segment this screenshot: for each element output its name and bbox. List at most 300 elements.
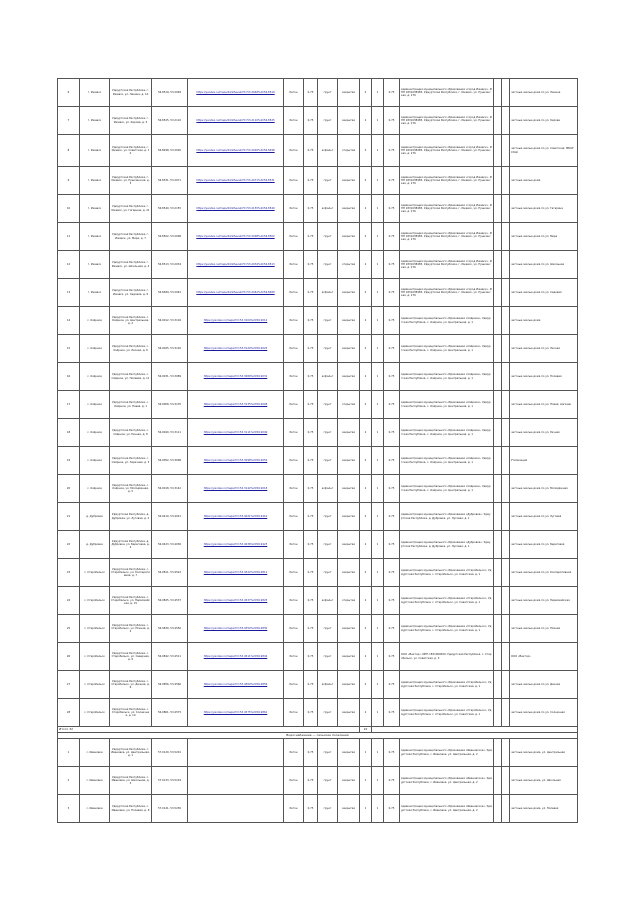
waste-source-cell: ООО «Вектор» — [510, 643, 578, 671]
photo-link-cell[interactable]: https://yandex.ru/maps/?ll=53.3089%2C56.9031 — [188, 363, 284, 391]
photo-link-cell[interactable]: https://yandex.ru/maps/44/izhevsk/?ll=53.2048%2C56.8519 — [188, 79, 284, 107]
waste-source-cell: частные жилые дома по ул. Гагарина — [510, 195, 578, 223]
volume-cell: 0,75 — [304, 447, 318, 475]
empty-cell-a — [494, 559, 502, 587]
address-cell: Удмуртская Республика, с. Озёрное, ул. Лесная, д. 6 — [110, 335, 152, 363]
address-cell: Удмуртская Республика, д. Дубровка, ул. Береговая, д. 4 — [110, 531, 152, 559]
volume-cell: 0,75 — [304, 615, 318, 643]
cover-cell: асфальт — [318, 195, 338, 223]
coordinates-cell: 56.9040, 53.3111 — [152, 419, 188, 447]
surface-type-cell: бетон — [284, 79, 304, 107]
surface-type-cell: бетон — [284, 795, 304, 823]
address-cell: Удмуртская Республика, г. Ижевск, ул. Ленина, д. 10 — [110, 79, 152, 107]
volume-cell: 0,75 — [304, 251, 318, 279]
container-count2-cell: 1 — [372, 335, 384, 363]
register-table-wrap — [57, 78, 577, 823]
coordinates-cell: 56.9856, 53.4560 — [152, 671, 188, 699]
settlement-cell: с. Ивановка — [80, 739, 110, 767]
container-count-cell: 2 — [360, 699, 372, 727]
volume-cell: 0,75 — [304, 795, 318, 823]
container-count-cell: 2 — [360, 195, 372, 223]
row-number-cell: 2 — [58, 767, 80, 795]
container-count-cell: 2 — [360, 79, 372, 107]
waste-source-cell: частные жилые дома по ул. Советская; МБОУ СОШ — [510, 135, 578, 167]
table-row — [58, 307, 578, 335]
volume-cell: 0,75 — [304, 503, 318, 531]
empty-cell-b — [502, 195, 510, 223]
photo-link-cell[interactable]: https://yandex.ru/maps/?ll=53.4036%2C56.9423 — [188, 531, 284, 559]
empty-cell-a — [494, 503, 502, 531]
container-count2-cell: 1 — [372, 503, 384, 531]
empty-cell-b — [502, 699, 510, 727]
table-row — [58, 167, 578, 195]
volume-cell: 0,75 — [304, 419, 318, 447]
organization-cell: Администрация муниципального образования «Озёрное», Удмуртская Республика, с. Озёрное, ул. Центральная, д. 1 — [400, 475, 494, 503]
empty-cell-a — [494, 79, 502, 107]
container-count2-cell: 1 — [372, 699, 384, 727]
photo-link-cell[interactable]: https://yandex.ru/maps/?ll=53.4575%2C56.9861 — [188, 699, 284, 727]
address-cell: Удмуртская Республика, с. Озёрное, ул. Речная, д. 8 — [110, 419, 152, 447]
organization-cell: Администрация муниципального образования «город Ижевск», ИНН 1831038485, Удмуртская Республика, г. Ижевск, ул. Пушкинская, д. 276 — [400, 279, 494, 307]
organization-cell: Администрация муниципального образования «Старобельск», Удмуртская Республика, с. Старобельск, ул. Советская, д. 1 — [400, 615, 494, 643]
empty-cell-b — [502, 615, 510, 643]
coordinates-cell: 56.8540, 53.2155 — [152, 195, 188, 223]
container-count-cell: 2 — [360, 223, 372, 251]
table-row — [58, 643, 578, 671]
row-number-cell: 9 — [58, 167, 80, 195]
area-cell: 0,75 — [384, 167, 400, 195]
waste-source-cell: частные жилые дома по ул. Мира — [510, 223, 578, 251]
surface-type-cell: бетон — [284, 739, 304, 767]
table-row — [58, 699, 578, 727]
table-row — [58, 363, 578, 391]
cover-cell: грунт — [318, 79, 338, 107]
container-count2-cell: 1 — [372, 195, 384, 223]
row-number-cell: 1 — [58, 739, 80, 767]
container-count2-cell: 1 — [372, 167, 384, 195]
site-kind-cell: закрытая — [338, 363, 360, 391]
empty-cell-b — [502, 279, 510, 307]
container-count2-cell: 1 — [372, 447, 384, 475]
organization-cell: Администрация муниципального образования «Озёрное», Удмуртская Республика, с. Озёрное, ул. Центральная, д. 1 — [400, 447, 494, 475]
surface-type-cell: бетон — [284, 699, 304, 727]
address-cell: Удмуртская Республика, с. Ивановка, ул. Полевая, д. 8 — [110, 795, 152, 823]
area-cell: 0,75 — [384, 419, 400, 447]
photo-link-cell[interactable]: https://yandex.ru/maps/?ll=53.4511%2C56.9842 — [188, 643, 284, 671]
row-number-cell: 11 — [58, 223, 80, 251]
settlement-cell: г. Ижевск — [80, 279, 110, 307]
cover-cell: грунт — [318, 391, 338, 419]
surface-type-cell: бетон — [284, 475, 304, 503]
organization-cell: Администрация муниципального образования «Старобельск», Удмуртская Республика, с. Старобельск, ул. Советская, д. 1 — [400, 671, 494, 699]
settlement-cell: с. Старобельск — [80, 671, 110, 699]
cover-cell: грунт — [318, 559, 338, 587]
settlement-cell: г. Ижевск — [80, 79, 110, 107]
container-count2-cell: 1 — [372, 363, 384, 391]
organization-cell: Администрация муниципального образования «Озёрное», Удмуртская Республика, с. Озёрное, ул. Центральная, д. 1 — [400, 307, 494, 335]
settlement-cell: с. Старобельск — [80, 615, 110, 643]
site-kind-cell: открытая — [338, 135, 360, 167]
row-number-cell: 22 — [58, 531, 80, 559]
site-kind-cell: закрытая — [338, 795, 360, 823]
coordinates-cell: 56.9018, 53.3142 — [152, 475, 188, 503]
photo-link-cell[interactable]: https://yandex.ru/maps/?ll=53.3135%2C56.9008 — [188, 391, 284, 419]
volume-cell: 0,75 — [304, 643, 318, 671]
row-number-cell: 21 — [58, 503, 80, 531]
empty-cell-b — [502, 767, 510, 795]
table-row — [58, 335, 578, 363]
volume-cell: 0,75 — [304, 223, 318, 251]
coordinates-cell: 56.8502, 53.2098 — [152, 223, 188, 251]
row-number-cell: 28 — [58, 699, 80, 727]
table-row — [58, 391, 578, 419]
surface-type-cell: бетон — [284, 335, 304, 363]
volume-cell: 0,75 — [304, 767, 318, 795]
photo-link-cell[interactable]: https://yandex.ru/maps/?ll=53.3142%2C56.9018 — [188, 475, 284, 503]
empty-cell-b — [502, 391, 510, 419]
empty-cell-b — [502, 643, 510, 671]
row-number-cell: 19 — [58, 447, 80, 475]
cover-cell: грунт — [318, 503, 338, 531]
surface-type-cell: бетон — [284, 419, 304, 447]
surface-type-cell: бетон — [284, 195, 304, 223]
site-kind-cell: закрытая — [338, 79, 360, 107]
surface-type-cell: бетон — [284, 167, 304, 195]
waste-source-cell: частные жилые дома по ул. Речная — [510, 419, 578, 447]
address-cell: Удмуртская Республика, д. Дубровка, ул. Луговая, д. 2 — [110, 503, 152, 531]
container-count2-cell: 1 — [372, 795, 384, 823]
waste-source-cell: частные жилые дома по ул. Садовая — [510, 279, 578, 307]
photo-link-cell[interactable]: https://yandex.ru/maps/?ll=53.4550%2C56.9830 — [188, 615, 284, 643]
organization-cell: ООО «Вектор», ИНН 1831000000, Удмуртская Республика, с. Старобельск, ул. Советская, д. 3 — [400, 643, 494, 671]
cover-cell: грунт — [318, 447, 338, 475]
organization-cell: Администрация муниципального образования «Ивановское», Удмуртская Республика, с. Ивановка, ул. Центральная, д. 2 — [400, 795, 494, 823]
volume-cell: 0,75 — [304, 195, 318, 223]
empty-cell-b — [502, 135, 510, 167]
empty-cell-b — [502, 223, 510, 251]
organization-cell: Администрация муниципального образования «Дубровка», Удмуртская Республика, д. Дубровка, ул. Луговая, д. 1 — [400, 531, 494, 559]
coordinates-cell: 56.9012, 53.3104 — [152, 307, 188, 335]
section-header: Водоснабжение — сельские поселения — [58, 733, 578, 739]
container-count2-cell: 1 — [372, 251, 384, 279]
coordinates-cell: 56.9031, 53.3089 — [152, 363, 188, 391]
table-row — [58, 615, 578, 643]
address-cell: Удмуртская Республика, г. Ижевск, ул. Советская, д. 12 — [110, 135, 152, 167]
empty-cell-b — [502, 335, 510, 363]
surface-type-cell: бетон — [284, 559, 304, 587]
address-cell: Удмуртская Республика, с. Ивановка, ул. Центральная, д. 1 — [110, 739, 152, 767]
address-cell: Удмуртская Республика, с. Ивановка, ул. Школьная, д. 3 — [110, 767, 152, 795]
photo-link-cell[interactable]: https://yandex.ru/maps/?ll=53.3098%2C56.9052 — [188, 447, 284, 475]
cover-cell: грунт — [318, 643, 338, 671]
empty-cell-a — [494, 363, 502, 391]
coordinates-cell: 56.8513, 53.2034 — [152, 251, 188, 279]
settlement-cell: с. Старобельск — [80, 643, 110, 671]
coordinates-cell: 56.8531, 53.2071 — [152, 167, 188, 195]
waste-source-cell: частные жилые дома по ул. Первомайская — [510, 587, 578, 615]
settlement-cell: с. Озёрное — [80, 335, 110, 363]
volume-cell: 0,75 — [304, 671, 318, 699]
container-count-cell: 2 — [360, 335, 372, 363]
row-number-cell: 16 — [58, 363, 80, 391]
address-cell: Удмуртская Республика, с. Озёрное, ул. Центральная, д. 2 — [110, 307, 152, 335]
surface-type-cell: бетон — [284, 615, 304, 643]
subtotal-label: Итого 32 — [58, 727, 360, 733]
organization-cell: Администрация муниципального образования «Ивановское», Удмуртская Республика, с. Ивановка, ул. Центральная, д. 2 — [400, 767, 494, 795]
settlement-cell: г. Ижевск — [80, 135, 110, 167]
cover-cell: грунт — [318, 419, 338, 447]
coordinates-cell: 57.0133, 53.5219 — [152, 767, 188, 795]
container-count2-cell: 1 — [372, 419, 384, 447]
organization-cell: Администрация муниципального образования «город Ижевск», ИНН 1831038485, Удмуртская Республика, г. Ижевск, ул. Пушкинская, д. 276 — [400, 195, 494, 223]
surface-type-cell: бетон — [284, 391, 304, 419]
container-count-cell: 3 — [360, 135, 372, 167]
empty-cell-b — [502, 475, 510, 503]
photo-link-cell[interactable]: https://yandex.ru/maps/?ll=53.3104%2C56.9012 — [188, 307, 284, 335]
surface-type-cell: бетон — [284, 447, 304, 475]
empty-cell-b — [502, 251, 510, 279]
site-kind-cell: закрытая — [338, 167, 360, 195]
site-kind-cell: закрытая — [338, 335, 360, 363]
empty-cell-a — [494, 335, 502, 363]
photo-link-cell[interactable]: https://yandex.ru/maps/?ll=53.4522%2C56.9811 — [188, 559, 284, 587]
address-cell: Удмуртская Республика, с. Старобельск, ул. Солнечная, д. 10 — [110, 699, 152, 727]
cover-cell: асфальт — [318, 135, 338, 167]
container-count2-cell: 1 — [372, 643, 384, 671]
container-count2-cell: 1 — [372, 615, 384, 643]
waste-source-cell: частные жилые дома по ул. Кооперативная — [510, 559, 578, 587]
table-row — [58, 475, 578, 503]
area-cell: 0,75 — [384, 447, 400, 475]
organization-cell: Администрация муниципального образования «город Ижевск», ИНН 1831038485, Удмуртская Республика, г. Ижевск, ул. Пушкинская, д. 276 — [400, 107, 494, 135]
container-count-cell: 2 — [360, 447, 372, 475]
container-count-cell: 1 — [360, 739, 372, 767]
table-row — [58, 587, 578, 615]
settlement-cell: г. Ижевск — [80, 223, 110, 251]
row-number-cell: 8 — [58, 135, 80, 167]
empty-cell-a — [494, 767, 502, 795]
volume-cell: 0,75 — [304, 135, 318, 167]
address-cell: Удмуртская Республика, г. Ижевск, ул. Школьная, д. 4 — [110, 251, 152, 279]
organization-cell: Администрация муниципального образования «Ивановское», Удмуртская Республика, с. Ивановка, ул. Центральная, д. 2 — [400, 739, 494, 767]
cover-cell: грунт — [318, 795, 338, 823]
waste-source-cell: частные жилые дома, ул. Школьная — [510, 767, 578, 795]
address-cell: Удмуртская Республика, с. Старобельск, ул. Южная, д. 2 — [110, 615, 152, 643]
cover-cell: грунт — [318, 739, 338, 767]
area-cell: 0,75 — [384, 587, 400, 615]
photo-link-cell[interactable]: https://yandex.ru/maps/44/izhevsk/?ll=53.2155%2C56.8540 — [188, 195, 284, 223]
settlement-cell: г. Ижевск — [80, 167, 110, 195]
photo-link-cell[interactable]: https://yandex.ru/maps/?ll=53.4021%2C56.9410 — [188, 503, 284, 531]
photo-link-cell[interactable]: https://yandex.ru/maps/?ll=53.3120%2C56.9025 — [188, 335, 284, 363]
photo-link-cell[interactable]: https://yandex.ru/maps/?ll=53.4537%2C56.9825 — [188, 587, 284, 615]
waste-source-cell: частные жилые дома — [510, 167, 578, 195]
site-kind-cell: закрытая — [338, 615, 360, 643]
address-cell: Удмуртская Республика, г. Ижевск, ул. Гагарина, д. 21 — [110, 195, 152, 223]
table-row — [58, 767, 578, 795]
site-kind-cell: открытая — [338, 587, 360, 615]
area-cell: 0,75 — [384, 391, 400, 419]
table-row — [58, 223, 578, 251]
photo-link-cell[interactable]: https://yandex.ru/maps/?ll=53.3111%2C56.9040 — [188, 419, 284, 447]
coordinates-cell: 56.9825, 53.4537 — [152, 587, 188, 615]
volume-cell: 0,75 — [304, 79, 318, 107]
empty-cell-a — [494, 475, 502, 503]
table-row — [58, 279, 578, 307]
cover-cell: грунт — [318, 251, 338, 279]
cover-cell: асфальт — [318, 279, 338, 307]
volume-cell: 0,75 — [304, 167, 318, 195]
site-kind-cell: закрытая — [338, 767, 360, 795]
volume-cell: 0,75 — [304, 107, 318, 135]
photo-link-cell[interactable]: https://yandex.ru/maps/44/izhevsk/?ll=53.2071%2C56.8531 — [188, 167, 284, 195]
photo-link-cell[interactable]: https://yandex.ru/maps/44/izhevsk/?ll=53.2110%2C56.8525 — [188, 107, 284, 135]
table-row — [58, 79, 578, 107]
container-count-cell: 2 — [360, 671, 372, 699]
empty-cell-a — [494, 643, 502, 671]
area-cell: 0,75 — [384, 739, 400, 767]
container-count2-cell: 1 — [372, 307, 384, 335]
surface-type-cell: бетон — [284, 503, 304, 531]
container-count-cell: 2 — [360, 475, 372, 503]
coordinates-cell: 56.8489, 53.2061 — [152, 279, 188, 307]
site-kind-cell: закрытая — [338, 475, 360, 503]
photo-link-cell[interactable]: https://yandex.ru/maps/44/izhevsk/?ll=53.2061%2C56.8489 — [188, 279, 284, 307]
table-row — [58, 671, 578, 699]
surface-type-cell: бетон — [284, 107, 304, 135]
area-cell: 0,75 — [384, 195, 400, 223]
photo-link-cell[interactable]: https://yandex.ru/maps/44/izhevsk/?ll=53.2034%2C56.8513 — [188, 251, 284, 279]
empty-cell-a — [494, 195, 502, 223]
container-count-cell: 2 — [360, 391, 372, 419]
table-row — [58, 447, 578, 475]
surface-type-cell: бетон — [284, 767, 304, 795]
container-count2-cell: 1 — [372, 559, 384, 587]
container-count2-cell: 1 — [372, 223, 384, 251]
row-number-cell: 10 — [58, 195, 80, 223]
site-kind-cell: закрытая — [338, 195, 360, 223]
address-cell: Удмуртская Республика, с. Озёрное, ул. Молодёжная, д. 5 — [110, 475, 152, 503]
waste-source-cell: частные жилые дома, ул. Центральная — [510, 739, 578, 767]
container-count2-cell: 1 — [372, 391, 384, 419]
empty-cell-a — [494, 447, 502, 475]
row-number-cell: 17 — [58, 391, 80, 419]
cover-cell: асфальт — [318, 475, 338, 503]
photo-link-cell[interactable]: https://yandex.ru/maps/44/izhevsk/?ll=53.2098%2C56.8502 — [188, 223, 284, 251]
photo-link-cell[interactable]: https://yandex.ru/maps/?ll=53.4560%2C56.9856 — [188, 671, 284, 699]
container-count2-cell: 1 — [372, 739, 384, 767]
organization-cell: Администрация муниципального образования «город Ижевск», ИНН 1831038485, Удмуртская Республика, г. Ижевск, ул. Пушкинская, д. 276 — [400, 167, 494, 195]
volume-cell: 0,75 — [304, 559, 318, 587]
area-cell: 0,75 — [384, 699, 400, 727]
area-cell: 0,75 — [384, 335, 400, 363]
table-row — [58, 135, 578, 167]
surface-type-cell: бетон — [284, 363, 304, 391]
empty-cell-a — [494, 251, 502, 279]
area-cell: 0,75 — [384, 503, 400, 531]
area-cell: 0,75 — [384, 307, 400, 335]
container-count-cell: 1 — [360, 795, 372, 823]
organization-cell: Администрация муниципального образования «Озёрное», Удмуртская Республика, с. Озёрное, ул. Центральная, д. 1 — [400, 335, 494, 363]
area-cell: 0,75 — [384, 107, 400, 135]
area-cell: 0,75 — [384, 615, 400, 643]
empty-cell-b — [502, 503, 510, 531]
address-cell: Удмуртская Республика, г. Ижевск, ул. Пушкинская, д. 3 — [110, 167, 152, 195]
organization-cell: Администрация муниципального образования «Озёрное», Удмуртская Республика, с. Озёрное, ул. Центральная, д. 1 — [400, 363, 494, 391]
site-kind-cell: закрытая — [338, 643, 360, 671]
empty-cell-a — [494, 307, 502, 335]
address-cell: Удмуртская Республика, г. Ижевск, ул. Садовая, д. 9 — [110, 279, 152, 307]
register-body — [58, 79, 578, 823]
settlement-cell: с. Озёрное — [80, 475, 110, 503]
table-row — [58, 195, 578, 223]
cover-cell: грунт — [318, 767, 338, 795]
empty-cell-b — [502, 447, 510, 475]
site-kind-cell: закрытая — [338, 223, 360, 251]
settlement-cell: с. Ивановка — [80, 795, 110, 823]
table-row — [58, 107, 578, 135]
empty-cell-b — [502, 559, 510, 587]
volume-cell: 0,75 — [304, 739, 318, 767]
settlement-cell: с. Ивановка — [80, 767, 110, 795]
waste-source-cell: частные жилые дома по ул. Школьная — [510, 251, 578, 279]
empty-cell-b — [502, 79, 510, 107]
site-kind-cell: закрытая — [338, 307, 360, 335]
settlement-cell: д. Дубровка — [80, 503, 110, 531]
waste-source-cell: частные жилые дома по ул. Солнечная — [510, 699, 578, 727]
waste-source-cell: частные жилые дома по ул. Кирова — [510, 107, 578, 135]
settlement-cell: с. Озёрное — [80, 363, 110, 391]
site-kind-cell: закрытая — [338, 699, 360, 727]
site-kind-cell: закрытая — [338, 671, 360, 699]
volume-cell: 0,75 — [304, 531, 318, 559]
settlement-cell: с. Старобельск — [80, 559, 110, 587]
settlement-cell: с. Озёрное — [80, 447, 110, 475]
address-cell: Удмуртская Республика, г. Ижевск, ул. Кирова, д. 5 — [110, 107, 152, 135]
container-count-cell: 2 — [360, 643, 372, 671]
volume-cell: 0,75 — [304, 307, 318, 335]
subtotal-value: 22 — [360, 727, 372, 733]
photo-link-cell — [188, 795, 284, 823]
area-cell: 0,75 — [384, 79, 400, 107]
cover-cell: асфальт — [318, 587, 338, 615]
photo-link-cell[interactable]: https://yandex.ru/maps/44/izhevsk/?ll=53.2020%2C56.8498 — [188, 135, 284, 167]
container-count2-cell: 1 — [372, 531, 384, 559]
container-count2-cell: 1 — [372, 671, 384, 699]
cover-cell: асфальт — [318, 671, 338, 699]
empty-cell-b — [502, 107, 510, 135]
coordinates-cell: 56.9861, 53.4575 — [152, 699, 188, 727]
empty-cell-a — [494, 531, 502, 559]
site-kind-cell: закрытая — [338, 447, 360, 475]
settlement-cell: с. Старобельск — [80, 587, 110, 615]
area-cell: 0,75 — [384, 363, 400, 391]
table-row — [58, 739, 578, 767]
row-number-cell: 14 — [58, 307, 80, 335]
photo-link-cell — [188, 767, 284, 795]
cover-cell: грунт — [318, 307, 338, 335]
row-number-cell: 7 — [58, 107, 80, 135]
site-kind-cell: закрытая — [338, 503, 360, 531]
row-number-cell: 3 — [58, 795, 80, 823]
table-row — [58, 531, 578, 559]
row-number-cell: 6 — [58, 79, 80, 107]
surface-type-cell: бетон — [284, 587, 304, 615]
row-number-cell: 26 — [58, 643, 80, 671]
empty-cell-a — [494, 671, 502, 699]
surface-type-cell: бетон — [284, 643, 304, 671]
empty-cell-a — [494, 391, 502, 419]
